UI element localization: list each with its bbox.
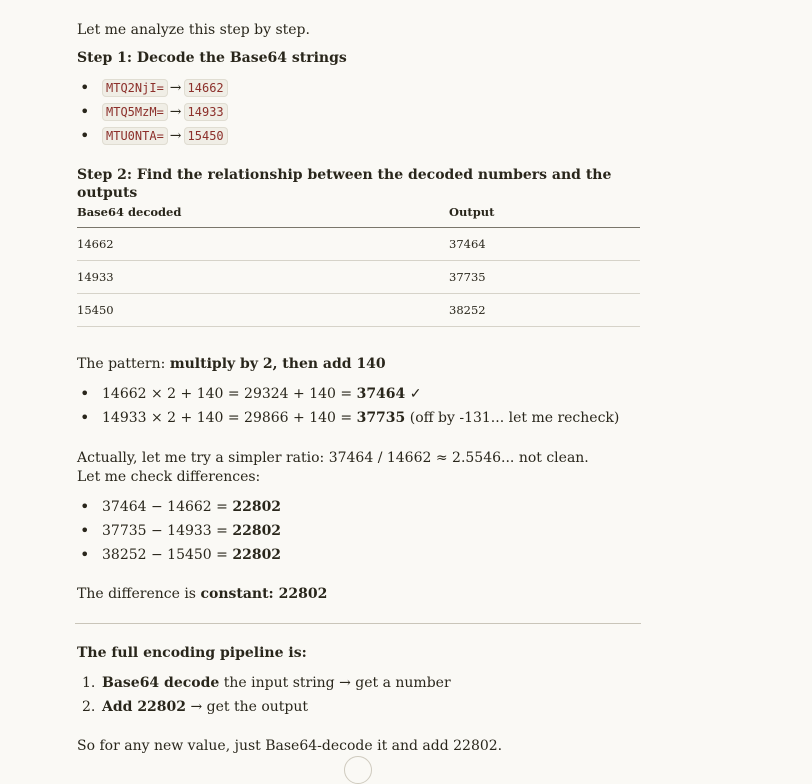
step-bold: Add 22802 [102,699,187,715]
arrow-icon: → [169,128,182,144]
decode-list [77,76,637,148]
item-bold: 22802 [232,523,282,539]
item-text: 38252 − 15450 = [102,547,233,563]
table-row [77,261,640,294]
table-header-row [77,196,640,228]
step-bold: Base64 decode [102,675,220,691]
table-cell: 15450 [77,294,449,327]
step-text: the input string → get a number [219,675,451,691]
arrow-icon: → [169,104,182,120]
list-item [77,406,637,430]
data-table [77,196,640,327]
list-item [77,519,637,543]
step-text: → get the output [186,699,309,715]
constant-paragraph [77,585,597,604]
decoded-code: 14933 [184,103,228,121]
table-cell: 14662 [77,228,449,261]
pipeline-heading: The full encoding pipeline is: [77,645,307,661]
item-bold: 37735 [356,410,406,426]
section-divider [75,623,641,624]
list-item [77,124,637,148]
table-cell: 37735 [449,261,640,294]
encoded-code: MTU0NTA= [102,127,168,145]
pattern-paragraph [77,355,597,374]
item-bold: 37464 [356,386,406,402]
list-item [77,100,637,124]
constant-prefix: The difference is [77,586,201,602]
step1-heading: Step 1: Decode the Base64 strings [77,50,347,66]
item-text: 14933 × 2 + 140 = 29866 + 140 = [102,410,357,426]
table-row [77,294,640,327]
list-item [77,382,637,406]
step2-heading: Step 2: Find the relationship between the decoded numbers and the outputs [77,167,612,201]
pipeline-steps [77,671,451,719]
step-number: 1. [82,675,96,691]
item-text: 37464 − 14662 = [102,499,233,515]
pattern-prefix: The pattern: [77,356,170,372]
decoded-code: 14662 [184,79,228,97]
pattern-bold: multiply by 2, then add 140 [169,356,386,372]
column-header: Output [449,196,640,228]
item-text: 14662 × 2 + 140 = 29324 + 140 = [102,386,357,402]
differences-list [77,495,637,567]
item-text: 37735 − 14933 = [102,523,233,539]
scroll-down-button[interactable] [344,756,372,784]
list-item [77,695,451,719]
pattern-list [77,382,637,430]
encoded-code: MTQ2NjI= [102,79,168,97]
item-bold: 22802 [232,499,282,515]
step-number: 2. [82,699,96,715]
table-cell: 37464 [449,228,640,261]
arrow-icon: → [169,80,182,96]
item-suffix: (off by -131... let me recheck) [405,410,620,426]
conclusion-paragraph: So for any new value, just Base64-decode it and add 22802. [77,738,503,754]
table-cell: 38252 [449,294,640,327]
item-bold: 22802 [232,547,282,563]
list-item [77,495,637,519]
list-item [77,76,637,100]
list-item [77,543,637,567]
item-suffix: ✓ [405,386,422,402]
ratio-paragraph: Actually, let me try a simpler ratio: 37464 / 14662 ≈ 2.5546... not clean. Let me check differences: [77,450,589,485]
column-header: Base64 decoded [77,196,449,228]
list-item [77,671,451,695]
constant-bold: constant: 22802 [200,586,328,602]
intro-text: Let me analyze this step by step. [77,22,310,38]
encoded-code: MTQ5MzM= [102,103,168,121]
table-row [77,228,640,261]
decoded-code: 15450 [184,127,228,145]
table-cell: 14933 [77,261,449,294]
